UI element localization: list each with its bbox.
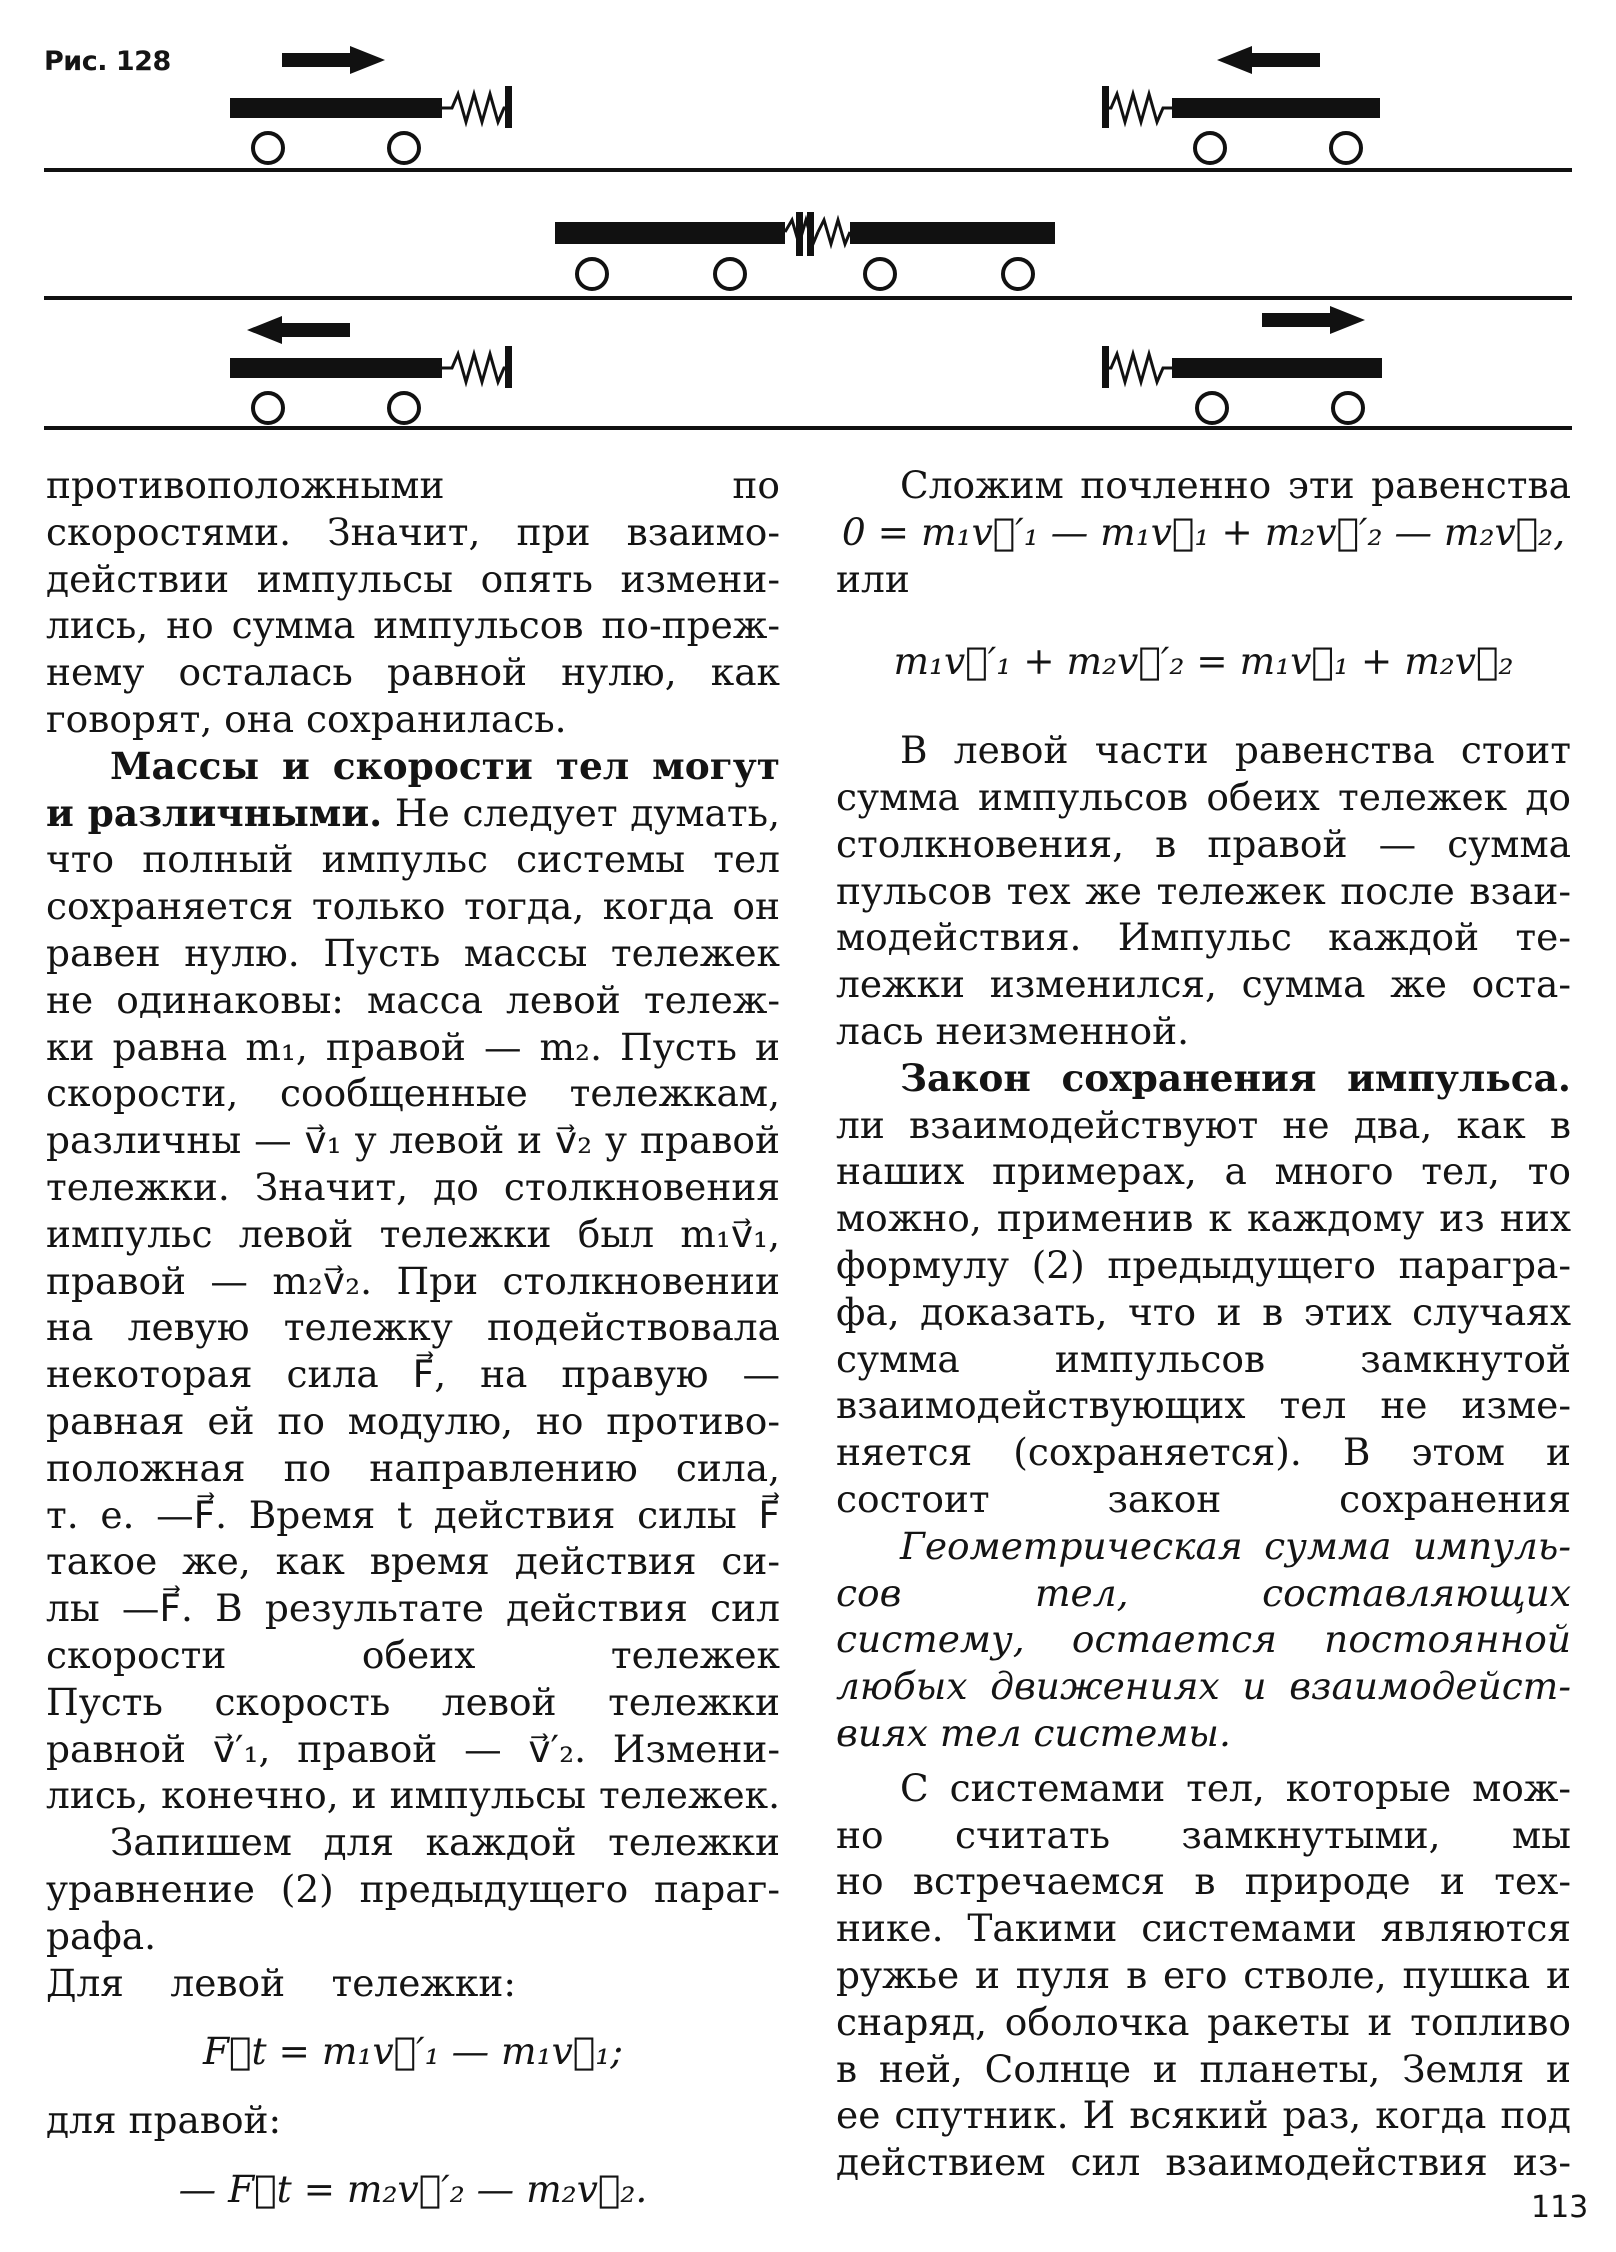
line-text: сумма импульсов замкнутой xyxy=(836,1336,1571,1381)
line-text: С системами тел, которые мож- xyxy=(900,1765,1571,1810)
text-line xyxy=(836,1812,1571,1859)
equation-line xyxy=(46,2166,780,2213)
text-line xyxy=(46,2144,780,2166)
line-text: ли взаимодействуют не два, как в xyxy=(836,1102,1571,1147)
italic-text: любых движениях и взаимодейст- xyxy=(836,1664,1571,1709)
text-line xyxy=(46,1024,780,1071)
text-line xyxy=(46,1117,780,1164)
line-text: модействия. Импульс каждой те- xyxy=(836,915,1571,960)
line-text: скорости обеих тележек xyxy=(46,1632,780,1677)
line-text: Сложим почленно эти равенства xyxy=(900,463,1571,507)
text-line xyxy=(836,602,1571,638)
text-line xyxy=(836,1102,1571,1149)
line-text: можно, применив к каждому из них xyxy=(836,1196,1571,1241)
line-text: пульсов тех же тележек после взаи- xyxy=(836,868,1571,913)
text-line xyxy=(46,743,780,790)
text-line xyxy=(46,2075,780,2097)
text-line xyxy=(836,1952,1571,1999)
line-text: такое же, как время действия си- xyxy=(46,1539,780,1584)
text-line xyxy=(46,1398,780,1445)
text-line xyxy=(46,1351,780,1398)
line-text: сохраняется только тогда, когда он xyxy=(46,884,780,929)
text-line xyxy=(46,556,780,603)
italic-text: сов тел, составляющих xyxy=(836,1570,1571,1615)
carts-colliding-row2 xyxy=(555,212,1055,289)
text-line xyxy=(46,1679,780,1726)
text-line xyxy=(46,462,780,509)
line-text: ее спутник. И всякий раз, когда под xyxy=(836,2093,1571,2138)
line-text: равной v⃗′₁, правой — v⃗′₂. Измени- xyxy=(46,1726,780,1771)
text-line xyxy=(46,649,780,696)
text-line xyxy=(46,1772,780,1819)
text-line xyxy=(46,1070,780,1117)
line-text: F⃗t = m₁v⃗′₁ — m₁v⃗₁; xyxy=(203,2029,623,2074)
line-text: 0 = m₁v⃗′₁ — m₁v⃗₁ + m₂v⃗′₂ — m₂v⃗₂, xyxy=(841,509,1566,554)
text-line xyxy=(46,1585,780,1632)
text-line xyxy=(836,1616,1571,1663)
line-text: на левую тележку подействовала xyxy=(46,1305,780,1350)
text-line xyxy=(836,2092,1571,2139)
text-line xyxy=(836,1148,1571,1195)
text-line xyxy=(836,1429,1571,1476)
page-number: 113 xyxy=(1531,2190,1589,2225)
text-line xyxy=(836,961,1571,1008)
line-text: няется (сохраняется). В этом и xyxy=(836,1430,1571,1475)
line-text: правой — m₂v⃗₂. При столкновении xyxy=(46,1258,780,1303)
text-line xyxy=(46,1960,516,2007)
text-line xyxy=(836,1336,1571,1383)
equation-line xyxy=(46,2028,780,2075)
line-text: лежки изменился, сумма же оста- xyxy=(836,962,1571,1007)
text-line xyxy=(46,1913,780,1960)
line-text: но считать замкнутыми, мы xyxy=(836,1812,1571,1857)
text-line xyxy=(836,2139,1571,2186)
text-line xyxy=(836,462,1571,509)
text-line xyxy=(836,2046,1571,2093)
text-line xyxy=(46,1726,780,1773)
text-line xyxy=(46,1445,780,1492)
line-text: лись, конечно, и импульсы тележек. xyxy=(46,1773,780,1818)
text-line xyxy=(46,790,780,837)
text-line xyxy=(836,1195,1571,1242)
text-line xyxy=(46,1492,780,1539)
cart-right-row3 xyxy=(1102,306,1382,423)
line-text: рафа. xyxy=(46,1913,156,1958)
text-line xyxy=(836,1999,1571,2046)
line-text: действием сил взаимодействия из- xyxy=(836,2140,1571,2185)
line-text: нике. Такими системами являются xyxy=(836,1906,1571,1951)
cart-left-row1 xyxy=(230,46,512,163)
italic-text: систему, остается постоянной xyxy=(836,1617,1571,1662)
line-text: В левой части равенства стоит xyxy=(900,728,1571,773)
text-line xyxy=(836,1008,1571,1055)
italic-text: Геометрическая сумма импуль- xyxy=(900,1523,1571,1568)
line-text: Не следует думать, xyxy=(382,790,780,835)
text-line xyxy=(46,1211,780,1258)
text-line xyxy=(836,914,1571,961)
text-line xyxy=(836,1757,1571,1765)
line-text: различны — v⃗₁ у левой и v⃗₂ у правой xyxy=(46,1118,780,1163)
text-line xyxy=(836,685,1571,727)
text-line xyxy=(836,1570,1571,1617)
line-text: лы —F⃗. В результате действия сил xyxy=(46,1586,780,1631)
text-line xyxy=(836,868,1571,915)
line-text: наших примерах, а много тел, то xyxy=(836,1149,1571,1194)
line-text: Для левой тележки: xyxy=(46,1960,516,2005)
line-text: m₁v⃗′₁ + m₂v⃗′₂ = m₁v⃗₁ + m₂v⃗₂ xyxy=(893,639,1514,684)
text-line xyxy=(836,1858,1571,1905)
line-text: лись, но сумма импульсов по-преж- xyxy=(46,603,780,648)
line-text: лась неизменной. xyxy=(836,1008,1189,1053)
cart-left-row3 xyxy=(230,316,512,423)
line-text: тележки. Значит, до столкновения xyxy=(46,1164,780,1209)
line-text: скоростями. Значит, при взаимо- xyxy=(46,509,780,554)
line-text: состоит закон сохранения xyxy=(836,1476,1571,1521)
line-text: или xyxy=(836,556,910,601)
text-line xyxy=(46,2097,780,2144)
text-line xyxy=(46,1304,780,1351)
line-text: что полный импульс системы тел xyxy=(46,837,780,882)
line-text: ки равна m₁, правой — m₂. Пусть и xyxy=(46,1024,780,1069)
line-text: в ней, Солнце и планеты, Земля и xyxy=(836,2046,1571,2091)
arrow-left-icon xyxy=(247,316,350,344)
text-line xyxy=(836,1710,1571,1757)
line-text: Запишем для каждой тележки xyxy=(110,1820,780,1865)
text-line xyxy=(836,1242,1571,1289)
left-text-column xyxy=(46,462,780,2213)
line-text: говорят, она сохранилась. xyxy=(46,696,567,741)
text-line xyxy=(836,1663,1571,1710)
line-text: для правой: xyxy=(46,2098,282,2143)
text-line xyxy=(836,1523,1571,1570)
arrow-right-icon xyxy=(1262,306,1365,334)
text-line xyxy=(46,883,780,930)
text-line xyxy=(46,977,780,1024)
text-line xyxy=(836,1382,1571,1429)
text-line xyxy=(836,774,1571,821)
line-text: противоположными по xyxy=(46,463,780,507)
line-text: действии импульсы опять измени- xyxy=(46,556,780,601)
line-text: снаряд, оболочка ракеты и топливо xyxy=(836,1999,1571,2044)
text-line xyxy=(836,1289,1571,1336)
line-text: — F⃗t = m₂v⃗′₂ — m₂v⃗₂. xyxy=(178,2166,648,2211)
text-line xyxy=(836,727,1571,774)
line-text: но встречаемся в природе и тех- xyxy=(836,1859,1571,1904)
right-text-column xyxy=(836,462,1571,2186)
text-line xyxy=(46,2006,780,2028)
line-text: равная ей по модулю, но противо- xyxy=(46,1398,780,1443)
line-text: т. е. —F⃗. Время t действия силы F⃗ xyxy=(46,1492,780,1537)
text-line xyxy=(46,1866,780,1913)
text-line xyxy=(836,556,1571,603)
line-text: сумма импульсов обеих тележек до xyxy=(836,774,1571,819)
text-line xyxy=(836,821,1571,868)
text-line xyxy=(46,836,780,883)
text-line xyxy=(46,696,780,743)
line-text: положная по направлению сила, xyxy=(46,1445,780,1490)
text-line xyxy=(46,1632,780,1679)
equation-line xyxy=(836,509,1571,556)
text-line xyxy=(46,602,780,649)
text-line xyxy=(46,1819,780,1866)
equation-line xyxy=(836,638,1571,685)
line-text: ружье и пуля в его стволе, пушка и xyxy=(836,1952,1571,1997)
arrow-left-icon xyxy=(1217,46,1320,74)
cart-right-row1 xyxy=(1102,46,1380,163)
line-text: Пусть скорость левой тележки xyxy=(46,1679,780,1724)
line-text: формулу (2) предыдущего парагра- xyxy=(836,1242,1571,1287)
text-line xyxy=(46,930,780,977)
text-line xyxy=(836,1765,1571,1812)
line-text: скорости, сообщенные тележкам, xyxy=(46,1071,780,1116)
line-text: равен нулю. Пусть массы тележек xyxy=(46,930,780,975)
line-text: импульс левой тележки был m₁v⃗₁, xyxy=(46,1211,780,1256)
figure-label: Рис. 128 xyxy=(44,46,171,77)
text-line xyxy=(46,509,780,556)
text-line xyxy=(836,1905,1571,1952)
line-text: фа, доказать, что и в этих случаях xyxy=(836,1289,1571,1334)
text-line xyxy=(46,1164,780,1211)
line-text: нему осталась равной нулю, как xyxy=(46,650,780,695)
line-text: столкновения, в правой — сумма xyxy=(836,821,1571,866)
bold-heading: и различными. xyxy=(46,790,383,835)
line-text: некоторая сила F⃗, на правую — xyxy=(46,1352,780,1397)
figure-carts-diagram xyxy=(0,0,1616,440)
line-text: уравнение (2) предыдущего параг- xyxy=(46,1866,780,1911)
line-text: не одинаковы: масса левой тележ- xyxy=(46,977,780,1022)
text-line xyxy=(836,1476,1571,1523)
text-line xyxy=(836,1055,1571,1102)
text-line xyxy=(46,1258,780,1305)
italic-text: виях тел системы. xyxy=(836,1710,1231,1755)
bold-heading: Массы и скорости тел могут xyxy=(110,743,780,788)
arrow-right-icon xyxy=(282,46,385,74)
text-line xyxy=(46,1538,780,1585)
bold-heading: Закон сохранения импульса. xyxy=(900,1055,1571,1100)
line-text: взаимодействующих тел не изме- xyxy=(836,1383,1571,1428)
